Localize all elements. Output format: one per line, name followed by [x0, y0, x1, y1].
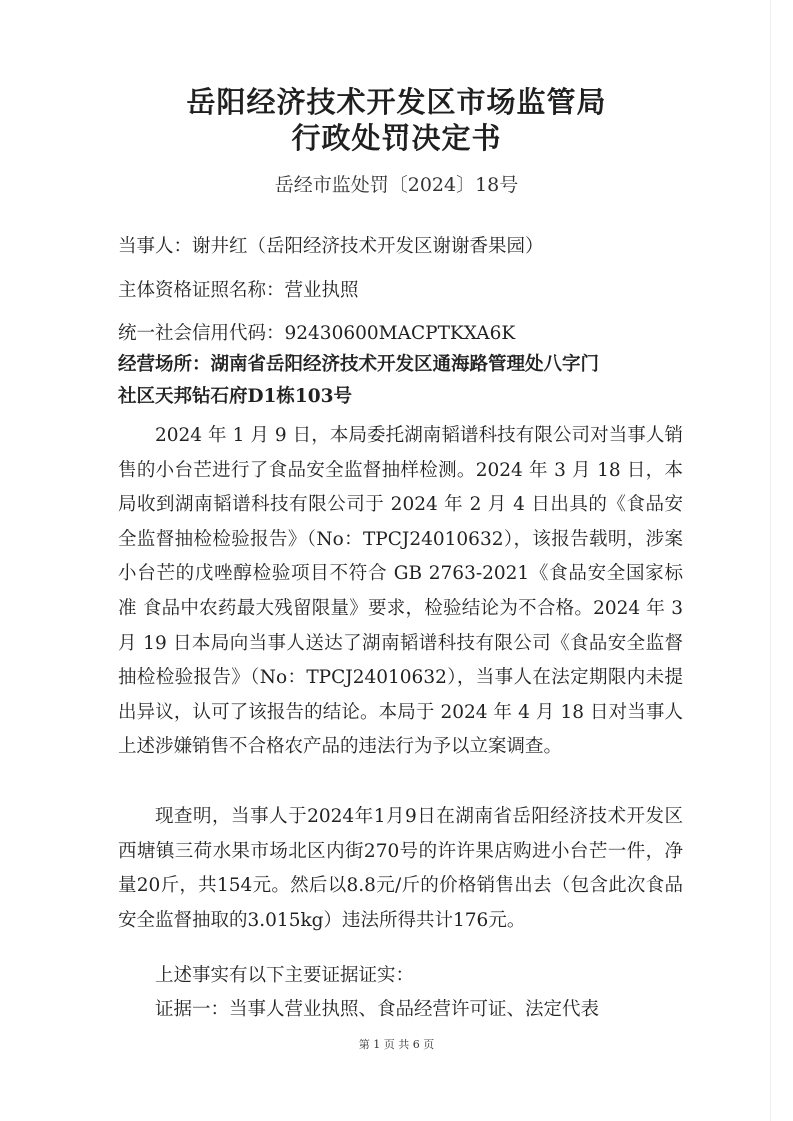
page-indicator: 第 1 页 共 6 页	[358, 1038, 435, 1051]
document-title-type: 行政处罚决定书	[291, 121, 502, 155]
facts-paragraph-findings: 现查明，当事人于2024年1月9日在湖南省岳阳经济技术开发区西塘镇三荷水果市场北区内街270号的许许果店购进小台芒一件，净量20斤，共154元。然后以8.8元/斤的价格销售出去（包含此次食品安全监督抽取的3.015kg）违法所得共计176元。	[118, 806, 683, 931]
evidence-item-1: 证据一：当事人营业执照、食品经营许可证、法定代表	[155, 999, 600, 1020]
document-number: 岳经市监处罚〔2024〕18号	[274, 174, 519, 196]
party-address-continued: 社区天邦钻石府D1栋103号	[118, 386, 353, 407]
evidence-intro: 上述事实有以下主要证据证实：	[155, 965, 415, 986]
party-credit-code: 统一社会信用代码：92430600MACPTKXA6K	[118, 323, 516, 344]
document-title-agency: 岳阳经济技术开发区市场监管局	[186, 85, 607, 119]
scan-edge-divider	[770, 0, 771, 1121]
party-address	[118, 350, 678, 376]
party-name: 当事人：谢井红（岳阳经济技术开发区谢谢香果园）	[118, 236, 544, 257]
facts-paragraph-inspection: 2024 年 1 月 9 日，本局委托湖南韬谱科技有限公司对当事人销售的小台芒进行了食品安全监督抽样检测。2024 年 3 月 18 日，本局收到湖南韬谱科技有限公司于 2024 年 2 月 4 日出具的《食品安全监督抽检检验报告》（No：TPCJ24010632），该报告载明，涉案小台芒的戊唑醇检验项目不符合 GB 2763-2021《食品安全国家标准 食品中农药最大残留限量》要求，检验结论为不合格。2024 年 3 月 19 日本局向当事人送达了湖南韬谱科技有限公司《食品安全监督抽检检验报告》（No：TPCJ24010632），当事人在法定期限内未提出异议，认可了该报告的结论。本局于 2024 年 4 月 18 日对当事人上述涉嫌销售不合格农产品的违法行为予以立案调查。	[118, 425, 683, 758]
party-address-label: 经营场所：	[118, 354, 211, 375]
party-address-value: 湖南省岳阳经济技术开发区通海路管理处八字门	[210, 354, 600, 375]
party-qualification: 主体资格证照名称：营业执照	[118, 280, 359, 301]
